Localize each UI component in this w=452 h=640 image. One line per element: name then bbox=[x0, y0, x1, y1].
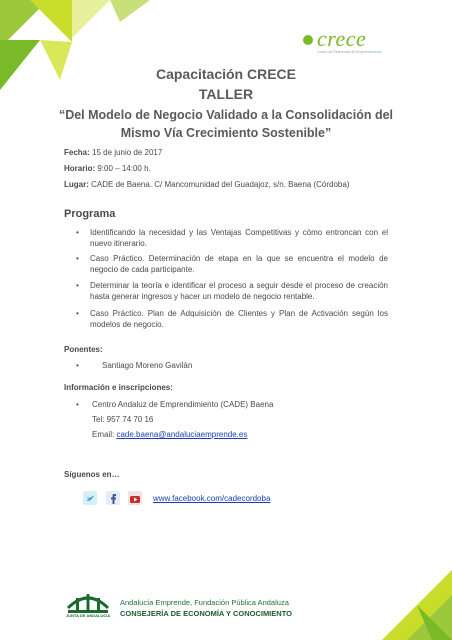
logo-wordmark: crece bbox=[317, 26, 367, 51]
logo-tagline: Centro de Referencia de Emprendimiento bbox=[317, 50, 382, 54]
crece-logo bbox=[303, 26, 423, 58]
date-label: Fecha: bbox=[64, 148, 90, 157]
email-label: Email: bbox=[92, 430, 115, 439]
date-value: 15 de junio de 2017 bbox=[92, 148, 163, 157]
page-title: Capacitación CRECE bbox=[155, 66, 297, 82]
time-label: Horario: bbox=[64, 164, 96, 173]
programa-item: Caso Práctico. Plan de Adquisición de Clientes y Plan de Activación según los modelos de negocio. bbox=[90, 309, 388, 329]
bullet-icon: • bbox=[76, 281, 79, 290]
logo-dot-icon bbox=[303, 35, 313, 45]
bullet-icon: • bbox=[76, 309, 79, 318]
bullet-icon: • bbox=[76, 228, 79, 237]
programa-item: Determinar la teoría e identificar el proceso a seguir desde el proceso de creación hasta generar ingresos y hacer un modelo de negocio rentable. bbox=[90, 281, 388, 301]
place-value: CADE de Baena. C/ Mancomunidad del Guadajoz, s/n. Baena (Córdoba) bbox=[91, 180, 350, 189]
place-label: Lugar: bbox=[64, 180, 89, 189]
footer-line-2: CONSEJERÍA DE ECONOMÍA Y CONOCIMIENTO bbox=[120, 609, 292, 618]
center-name: Centro Andaluz de Emprendimiento (CADE) Baena bbox=[92, 400, 274, 409]
email-line bbox=[92, 430, 247, 439]
programa-item: Caso Práctico. Determinación de etapa en la que se encuentra el modelo de negocio de cada participante. bbox=[90, 254, 388, 274]
time-value: 9:00 – 14:00 h. bbox=[97, 164, 151, 173]
youtube-icon[interactable] bbox=[128, 491, 142, 505]
email-link[interactable]: cade.baena@andaluciaemprende.es bbox=[116, 430, 248, 439]
speaker-name: Santiago Moreno Gavilán bbox=[102, 361, 193, 370]
ponentes-heading: Ponentes: bbox=[64, 345, 103, 354]
programa-heading: Programa bbox=[64, 208, 116, 220]
programa-item: Identificando la necesidad y las Ventajas Competitivas y cómo entroncan con el nuevo itinerario. bbox=[90, 228, 388, 248]
junta-label: JUNTA DE ANDALUCIA bbox=[66, 613, 111, 618]
date-line bbox=[64, 148, 162, 157]
footer-line-1: Andalucía Emprende, Fundación Pública Andaluza bbox=[120, 598, 289, 607]
social-heading: Síguenos en… bbox=[64, 470, 120, 479]
bullet-icon: • bbox=[76, 254, 79, 263]
bullet-icon: • bbox=[76, 400, 79, 409]
facebook-icon[interactable] bbox=[106, 491, 120, 505]
twitter-icon[interactable] bbox=[83, 491, 97, 505]
workshop-label: TALLER bbox=[198, 86, 254, 102]
corner-decoration-bottom-right bbox=[377, 565, 452, 640]
bullet-icon: • bbox=[76, 361, 79, 370]
place-line bbox=[64, 180, 350, 189]
phone-number: Tel: 957 74 70 16 bbox=[92, 415, 154, 424]
workshop-subtitle: “Del Modelo de Negocio Validado a la Consolidación del Mismo Vía Crecimiento Sostenible” bbox=[58, 108, 394, 140]
time-line bbox=[64, 164, 151, 173]
inscripciones-heading: Información e inscripciones: bbox=[64, 383, 173, 392]
facebook-link[interactable]: www.facebook.com/cadecordoba bbox=[153, 494, 271, 503]
